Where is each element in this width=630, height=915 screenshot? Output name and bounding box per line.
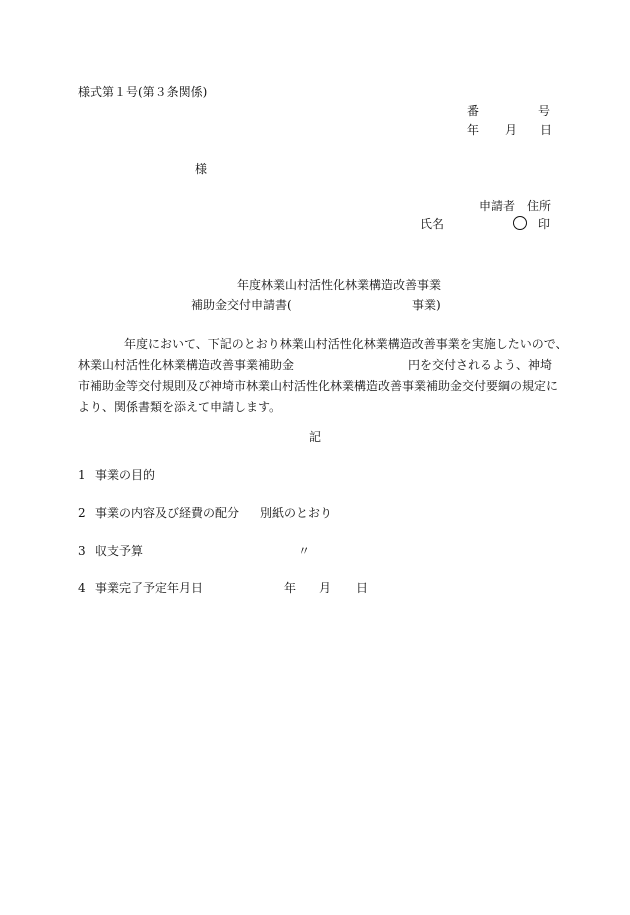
applicant-label: 申請者	[479, 199, 516, 213]
body-line-3: 市補助金等交付規則及び神埼市林業山村活性化林業構造改善事業補助金交付要綱の規定に	[78, 379, 559, 393]
form-number-label: 様式第１号(第３条関係)	[78, 85, 208, 99]
document-number-char: 番	[467, 104, 480, 118]
document-title-prefix: 補助金交付申請書(	[191, 298, 292, 312]
item-2-number: 2	[78, 506, 86, 520]
item-3-label: 収支予算	[95, 544, 144, 558]
item-1-number: 1	[78, 468, 86, 482]
seal-label: 印	[538, 217, 551, 231]
date-day-label: 日	[540, 123, 553, 137]
document-number-suffix: 号	[538, 104, 551, 118]
seal-circle-icon	[513, 216, 527, 230]
addressee-honorific: 様	[195, 162, 208, 176]
item-4-number: 4	[78, 581, 86, 595]
item-4-year: 年	[284, 581, 297, 595]
document-title-line1: 年度林業山村活性化林業構造改善事業	[237, 278, 442, 292]
item-1-label: 事業の目的	[95, 468, 156, 482]
body-line-2-prefix: 林業山村活性化林業構造改善事業補助金	[78, 358, 295, 372]
body-line-2-suffix: 円を交付されるよう、神埼	[408, 358, 553, 372]
name-label: 氏名	[420, 217, 445, 231]
item-4-label: 事業完了予定年月日	[95, 581, 204, 595]
body-line-1: 年度において、下記のとおり林業山村活性化林業構造改善事業を実施したいので、	[124, 337, 568, 351]
item-2-label: 事業の内容及び経費の配分	[95, 506, 240, 520]
item-4-day: 日	[356, 581, 369, 595]
address-label: 住所	[527, 199, 552, 213]
document-title-suffix: 事業)	[412, 298, 441, 312]
ki-heading: 記	[309, 430, 322, 444]
body-line-4: より、関係書類を添えて申請します。	[78, 400, 282, 414]
item-2-value: 別紙のとおり	[260, 506, 333, 520]
item-3-value: 〃	[298, 544, 311, 558]
item-3-number: 3	[78, 544, 86, 558]
date-month-label: 月	[505, 123, 518, 137]
item-4-month: 月	[319, 581, 332, 595]
date-year-label: 年	[467, 123, 480, 137]
